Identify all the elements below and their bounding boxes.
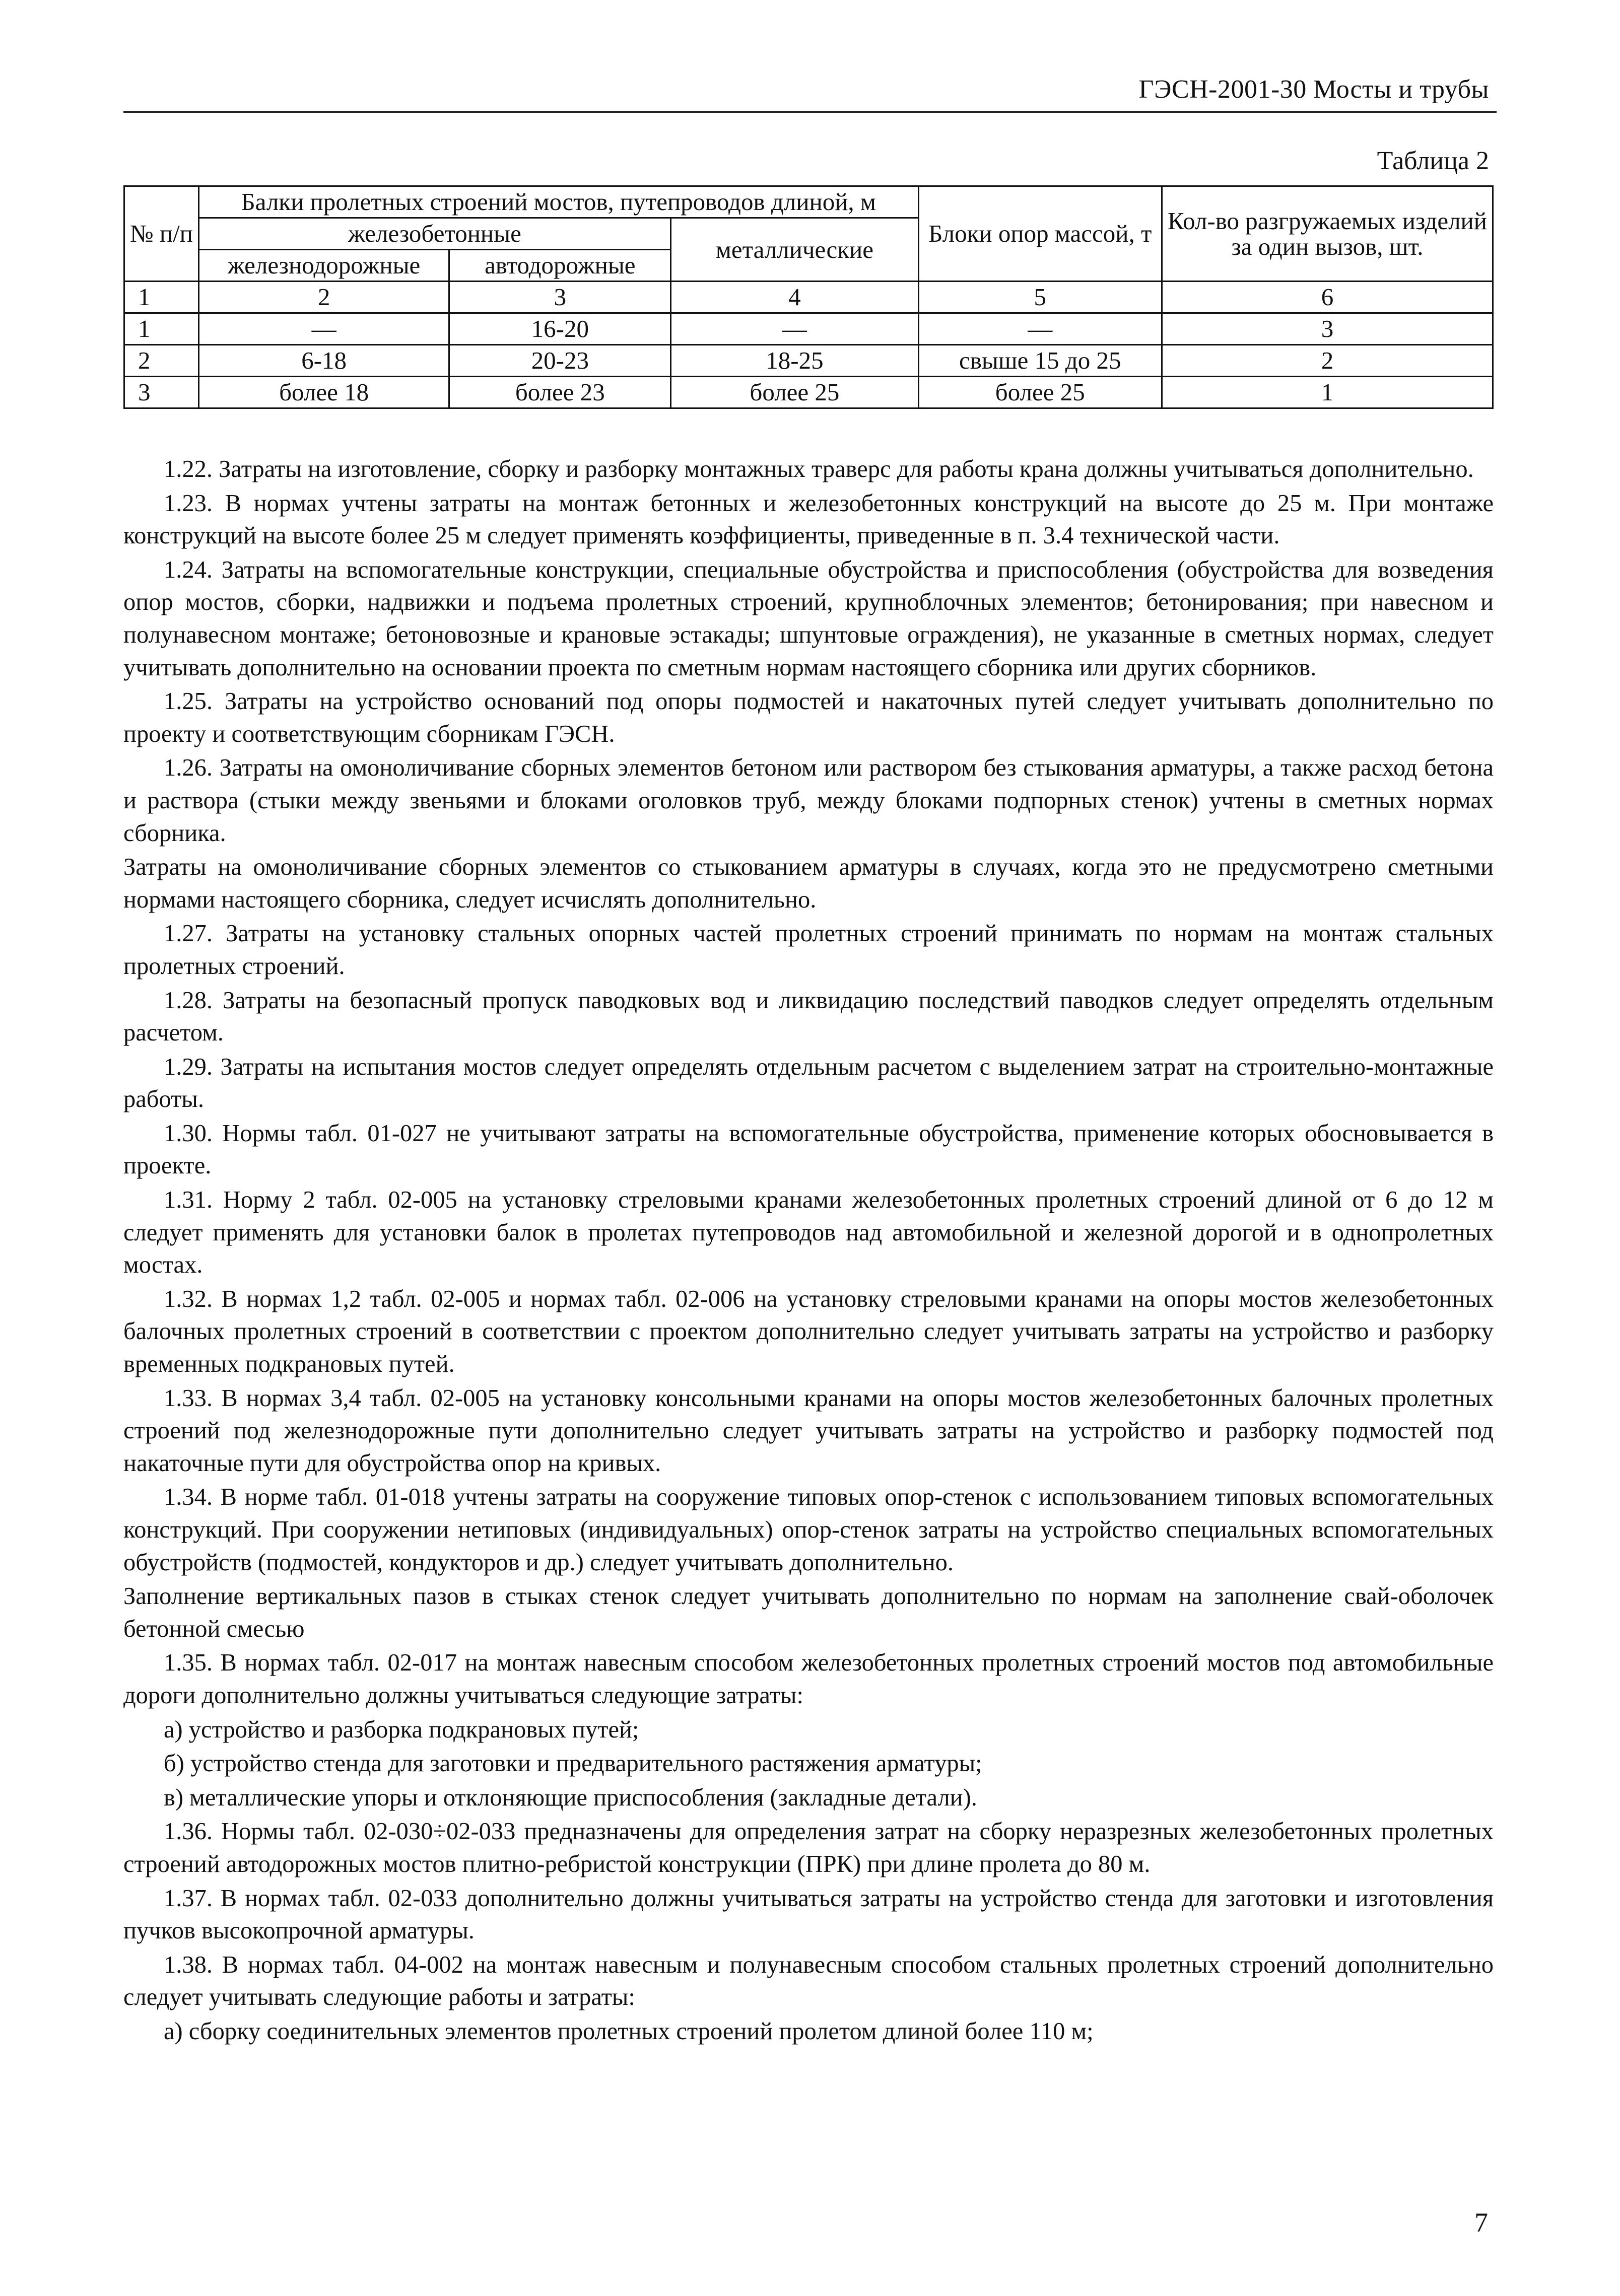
body-text (123, 453, 1494, 2050)
table-cell: 1 (1162, 377, 1493, 408)
table-cell: 1 (124, 313, 199, 345)
paragraph-1-35: 1.35. В нормах табл. 02-017 на монтаж навесным способом железобетонных пролетных строений мостов под автомобильные дороги дополнительно должны учитываться следующие затраты: (123, 1649, 1494, 1709)
list-item: а) устройство и разборка подкрановых путей; (164, 1716, 639, 1743)
table-cell: 16-20 (449, 313, 671, 345)
header-road: автодорожные (449, 250, 671, 282)
norms-table (123, 185, 1494, 409)
paragraph-1-32: 1.32. В нормах 1,2 табл. 02-005 и нормах табл. 02-006 на установку стреловыми кранами на опоры мостов железобетонных балочных пролетных строений в соответствии с проектом дополнительно следует учитывать затраты на устройство и разборку временных подкрановых путей. (123, 1285, 1494, 1378)
table-cell: — (918, 313, 1162, 345)
column-number: 6 (1162, 282, 1493, 313)
running-header: ГЭСН-2001-30 Мосты и трубы (1138, 75, 1489, 104)
paragraph-1-36: 1.36. Нормы табл. 02-030÷02-033 предназначены для определения затрат на сборку неразрезных железобетонных пролетных строений автодорожных мостов плитно-ребристой конструкции (ПРК) при длине пролета до 80 м. (123, 1818, 1494, 1877)
column-number: 1 (124, 282, 199, 313)
paragraph-1-25: 1.25. Затраты на устройство оснований под опоры подмостей и накаточных путей следует учитывать дополнительно по проекту и соответствующим сборникам ГЭСН. (123, 688, 1494, 747)
column-number-row (124, 282, 1493, 313)
header-rule (123, 111, 1497, 113)
table-cell: 3 (1162, 313, 1493, 345)
header-blocks: Блоки опор массой, т (918, 186, 1162, 282)
table-cell: более 25 (671, 377, 919, 408)
table-cell: — (671, 313, 919, 345)
paragraph-1-27: 1.27. Затраты на установку стальных опорных частей пролетных строений принимать по нормам на монтаж стальных пролетных строений. (123, 920, 1494, 980)
paragraph-1-31: 1.31. Норму 2 табл. 02-005 на установку стреловыми кранами железобетонных пролетных строений длиной от 6 до 12 м следует применять для установки балок в пролетах путепроводов над автомобильной и железной дорогой и в однопролетных мостах. (123, 1187, 1494, 1279)
table-cell: более 25 (918, 377, 1162, 408)
paragraph-1-26-continued: Затраты на омоноличивание сборных элементов со стыкованием арматуры в случаях, когда это не предусмотрено сметными нормами настоящего сборника, следует исчислять дополнительно. (123, 854, 1494, 913)
table-row (124, 345, 1493, 377)
paragraph-1-33: 1.33. В нормах 3,4 табл. 02-005 на установку консольными кранами на опоры мостов железобетонных балочных пролетных строений под железнодорожные пути дополнительно следует учитывать затраты на устройство и разборку подмостей под накаточные пути для обустройства опор на кривых. (123, 1384, 1494, 1477)
table-cell: более 18 (198, 377, 449, 408)
header-reinforced-concrete: железобетонные (198, 218, 670, 250)
list-item: б) устройство стенда для заготовки и предварительного растяжения арматуры; (164, 1750, 982, 1777)
page-number: 7 (1474, 2207, 1488, 2238)
paragraph-1-22: 1.22. Затраты на изготовление, сборку и разборку монтажных траверс для работы крана должны учитываться дополнительно. (164, 456, 1474, 482)
table-cell: более 23 (449, 377, 671, 408)
table-row (124, 313, 1493, 345)
table-cell: 3 (124, 377, 199, 408)
table-cell: 6-18 (198, 345, 449, 377)
header-number: № п/п (124, 186, 199, 282)
table-caption: Таблица 2 (1377, 147, 1489, 175)
paragraph-1-23: 1.23. В нормах учтены затраты на монтаж бетонных и железобетонных конструкций на высоте до 25 м. При монтаже конструкций на высоте более 25 м следует применять коэффициенты, приведенные в п. 3.4 технической части. (123, 490, 1494, 549)
paragraph-1-24: 1.24. Затраты на вспомогательные конструкции, специальные обустройства и приспособления (обустройства для возведения опор мостов, сборки, надвижки и подъема пролетных строений, крупноблочных элементов; бетонирования; при навесном и полунавесном монтаже; бетоновозные и крановые эстакады; шпунтовые ограждения), не указанные в сметных нормах, следует учитывать дополнительно на основании проекта по сметным нормам настоящего сборника или других сборников. (123, 556, 1494, 681)
paragraph-1-30: 1.30. Нормы табл. 01-027 не учитывают затраты на вспомогательные обустройства, применение которых обосновывается в проекте. (123, 1120, 1494, 1179)
column-number: 4 (671, 282, 919, 313)
column-number: 5 (918, 282, 1162, 313)
paragraph-1-34-continued: Заполнение вертикальных пазов в стыках стенок следует учитывать дополнительно по нормам на заполнение свай-оболочек бетонной смесью (123, 1583, 1494, 1642)
header-railway: железнодорожные (198, 250, 449, 282)
column-number: 2 (198, 282, 449, 313)
table-cell: свыше 15 до 25 (918, 345, 1162, 377)
list-item: а) сборку соединительных элементов пролетных строений пролетом длиной более 110 м; (164, 2017, 1094, 2045)
paragraph-1-37: 1.37. В нормах табл. 02-033 дополнительно должны учитываться затраты на устройство стенда для заготовки и изготовления пучков высокопрочной арматуры. (123, 1885, 1494, 1944)
list-item: в) металлические упоры и отклоняющие приспособления (закладные детали). (164, 1784, 977, 1811)
table-row (124, 377, 1493, 408)
table-cell: 2 (124, 345, 199, 377)
table-cell: 2 (1162, 345, 1493, 377)
header-metal: металлические (671, 218, 919, 282)
header-count: Кол-во разгружаемых изделий за один вызов, шт. (1162, 186, 1493, 282)
table-cell: 18-25 (671, 345, 919, 377)
paragraph-1-38: 1.38. В нормах табл. 04-002 на монтаж навесным и полунавесным способом стальных пролетных строений дополнительно следует учитывать следующие работы и затраты: (123, 1951, 1494, 2011)
paragraph-1-34: 1.34. В норме табл. 01-018 учтены затраты на сооружение типовых опор-стенок с использованием типовых вспомогательных конструкций. При сооружении нетиповых (индивидуальных) опор-стенок затраты на устройство специальных вспомогательных обустройств (подмостей, кондукторов и др.) следует учитывать дополнительно. (123, 1484, 1494, 1576)
column-number: 3 (449, 282, 671, 313)
paragraph-1-29: 1.29. Затраты на испытания мостов следует определять отдельным расчетом с выделением затрат на строительно-монтажные работы. (123, 1053, 1494, 1113)
table-cell: 20-23 (449, 345, 671, 377)
paragraph-1-26: 1.26. Затраты на омоноличивание сборных элементов бетоном или раствором без стыкования арматуры, а также расход бетона и раствора (стыки между звеньями и блоками оголовков труб, между блоками подпорных стенок) учтены в сметных нормах сборника. (123, 754, 1494, 847)
header-beams-group: Балки пролетных строений мостов, путепроводов длиной, м (198, 186, 918, 218)
table-cell: — (198, 313, 449, 345)
paragraph-1-28: 1.28. Затраты на безопасный пропуск паводковых вод и ликвидацию последствий паводков следует определять отдельным расчетом. (123, 987, 1494, 1047)
table-header-row (124, 186, 1493, 218)
